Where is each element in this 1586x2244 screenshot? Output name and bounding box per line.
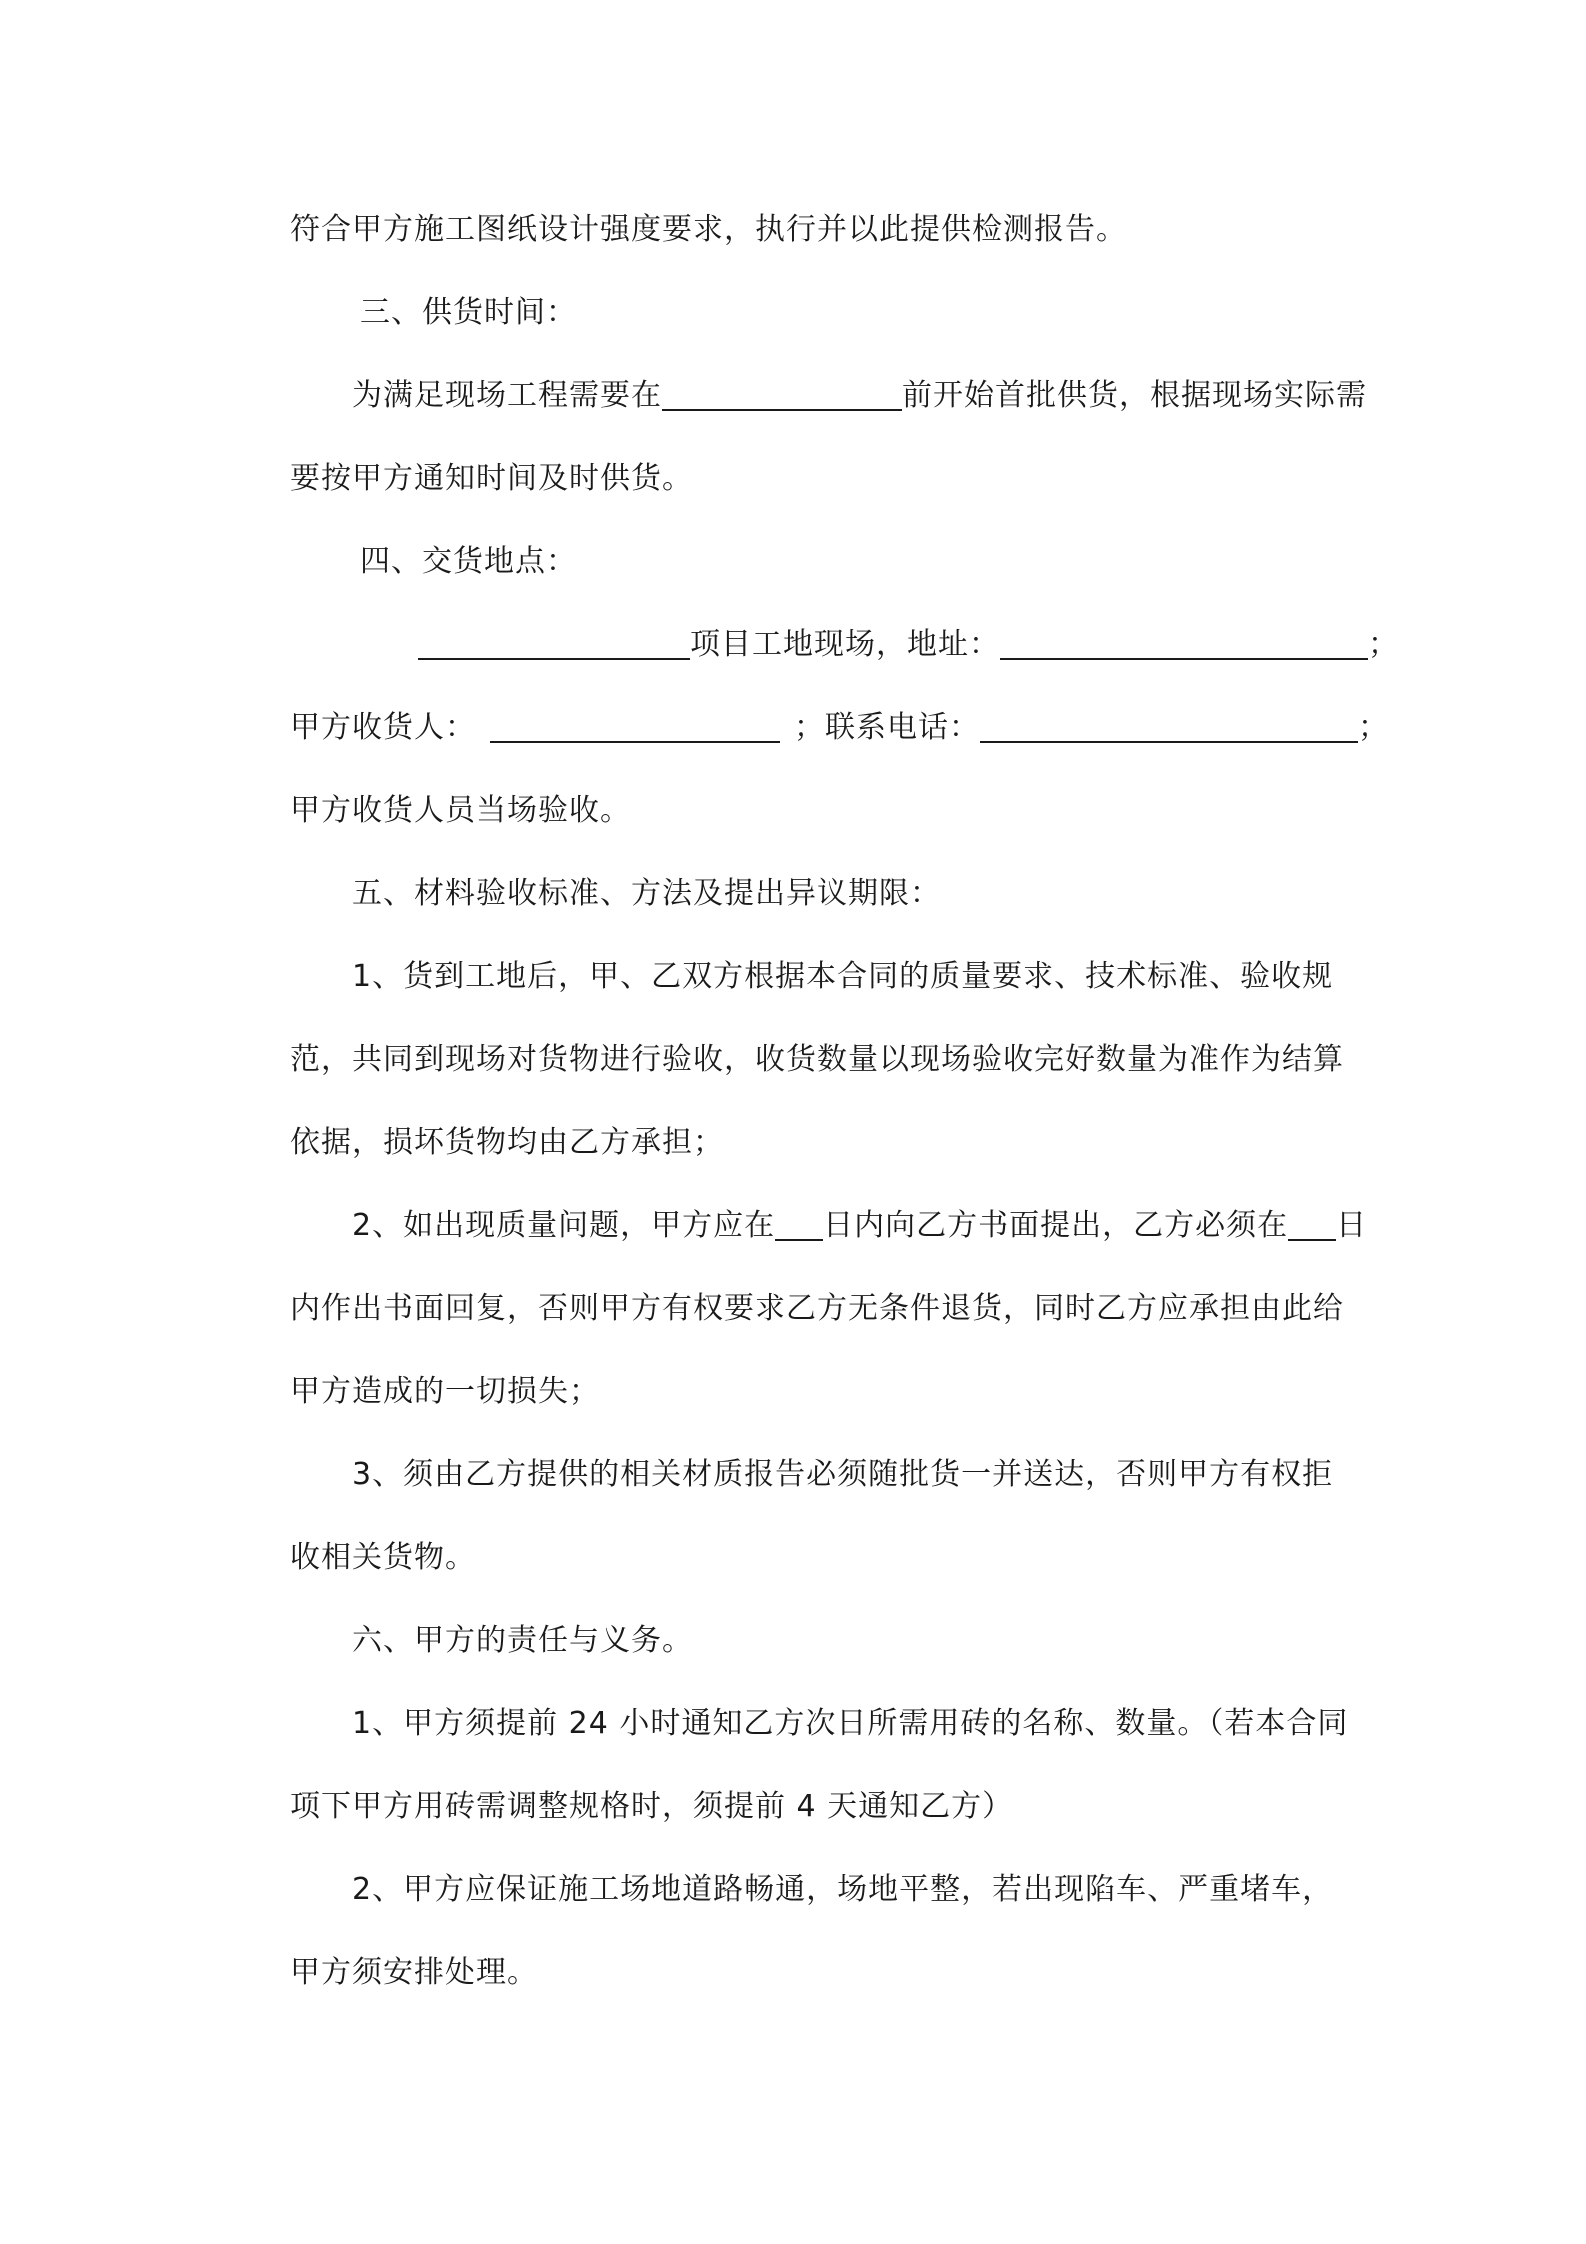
fill-blank-days-a[interactable] [775,1203,823,1241]
text-segment: 项目工地现场，地址： [690,627,1000,662]
text-line [352,947,1442,1007]
heading-text: 五、材料验收标准、方法及提出异议期限： [352,876,941,911]
text-line [290,1279,1380,1339]
text-segment: 1、甲方须提前 24 小时通知乙方次日所需用砖的名称、数量。（若本合同 [352,1706,1349,1741]
text-segment: ；联系电话： [794,710,980,745]
text-line [352,1860,1442,1920]
text-line [290,1777,1380,1837]
text-line [290,781,1380,841]
section-heading-delivery-place [360,532,1450,592]
text-segment: 日内向乙方书面提出，乙方必须在 [823,1208,1289,1243]
text-segment: 日 [1336,1208,1368,1243]
text-line [290,449,1380,509]
text-line [290,200,1380,260]
text-line [290,1528,1380,1588]
fill-blank-project-name[interactable] [418,622,690,660]
text-segment: 甲方收货人： [290,710,476,745]
text-segment: 依据，损坏货物均由乙方承担； [290,1125,724,1160]
section-heading-supply-time [360,283,1450,343]
text-segment: ； [1358,710,1389,745]
text-segment: ； [1368,627,1399,662]
text-line [290,1362,1380,1422]
text-segment: 甲方收货人员当场验收。 [290,793,631,828]
text-line [352,366,1442,426]
text-segment: 2、甲方应保证施工场地道路畅通，场地平整，若出现陷车、严重堵车， [352,1872,1334,1907]
text-segment: 甲方造成的一切损失； [290,1374,600,1409]
text-segment: 1、货到工地后，甲、乙双方根据本合同的质量要求、技术标准、验收规 [352,959,1334,994]
text-line [290,698,1389,758]
text-segment: 2、如出现质量问题，甲方应在 [352,1208,776,1243]
text-segment: 项下甲方用砖需调整规格时，须提前 4 天通知乙方） [290,1789,1014,1824]
text-segment: 范，共同到现场对货物进行验收，收货数量以现场验收完好数量为准作为结算 [290,1042,1344,1077]
text-line [352,1694,1442,1754]
text-segment: 前开始首批供货，根据现场实际需 [902,378,1367,413]
text-segment: 甲方须安排处理。 [290,1955,538,1990]
text-segment: 符合甲方施工图纸设计强度要求，执行并以此提供检测报告。 [290,212,1127,247]
text-line [352,1196,1442,1256]
text-segment: 内作出书面回复，否则甲方有权要求乙方无条件退货，同时乙方应承担由此给 [290,1291,1344,1326]
text-line [290,1030,1380,1090]
fill-blank-phone[interactable] [980,705,1358,743]
text-line [290,1943,1380,2003]
text-line [352,1445,1442,1505]
heading-text: 六、甲方的责任与义务。 [352,1623,693,1658]
section-heading-inspection [352,864,1442,924]
heading-text: 四、交货地点： [360,544,577,579]
fill-blank-receiver[interactable] [490,705,780,743]
text-segment: 3、须由乙方提供的相关材质报告必须随批货一并送达，否则甲方有权拒 [352,1457,1334,1492]
text-line [290,1113,1380,1173]
text-line [418,615,1399,675]
section-heading-party-a-duties [352,1611,1442,1671]
text-segment: 要按甲方通知时间及时供货。 [290,461,693,496]
fill-blank-address[interactable] [1000,622,1368,660]
heading-text: 三、供货时间： [360,295,577,330]
fill-blank-date[interactable] [662,373,902,411]
text-segment: 为满足现场工程需要在 [352,378,662,413]
text-segment: 收相关货物。 [290,1540,476,1575]
fill-blank-days-b[interactable] [1288,1203,1336,1241]
